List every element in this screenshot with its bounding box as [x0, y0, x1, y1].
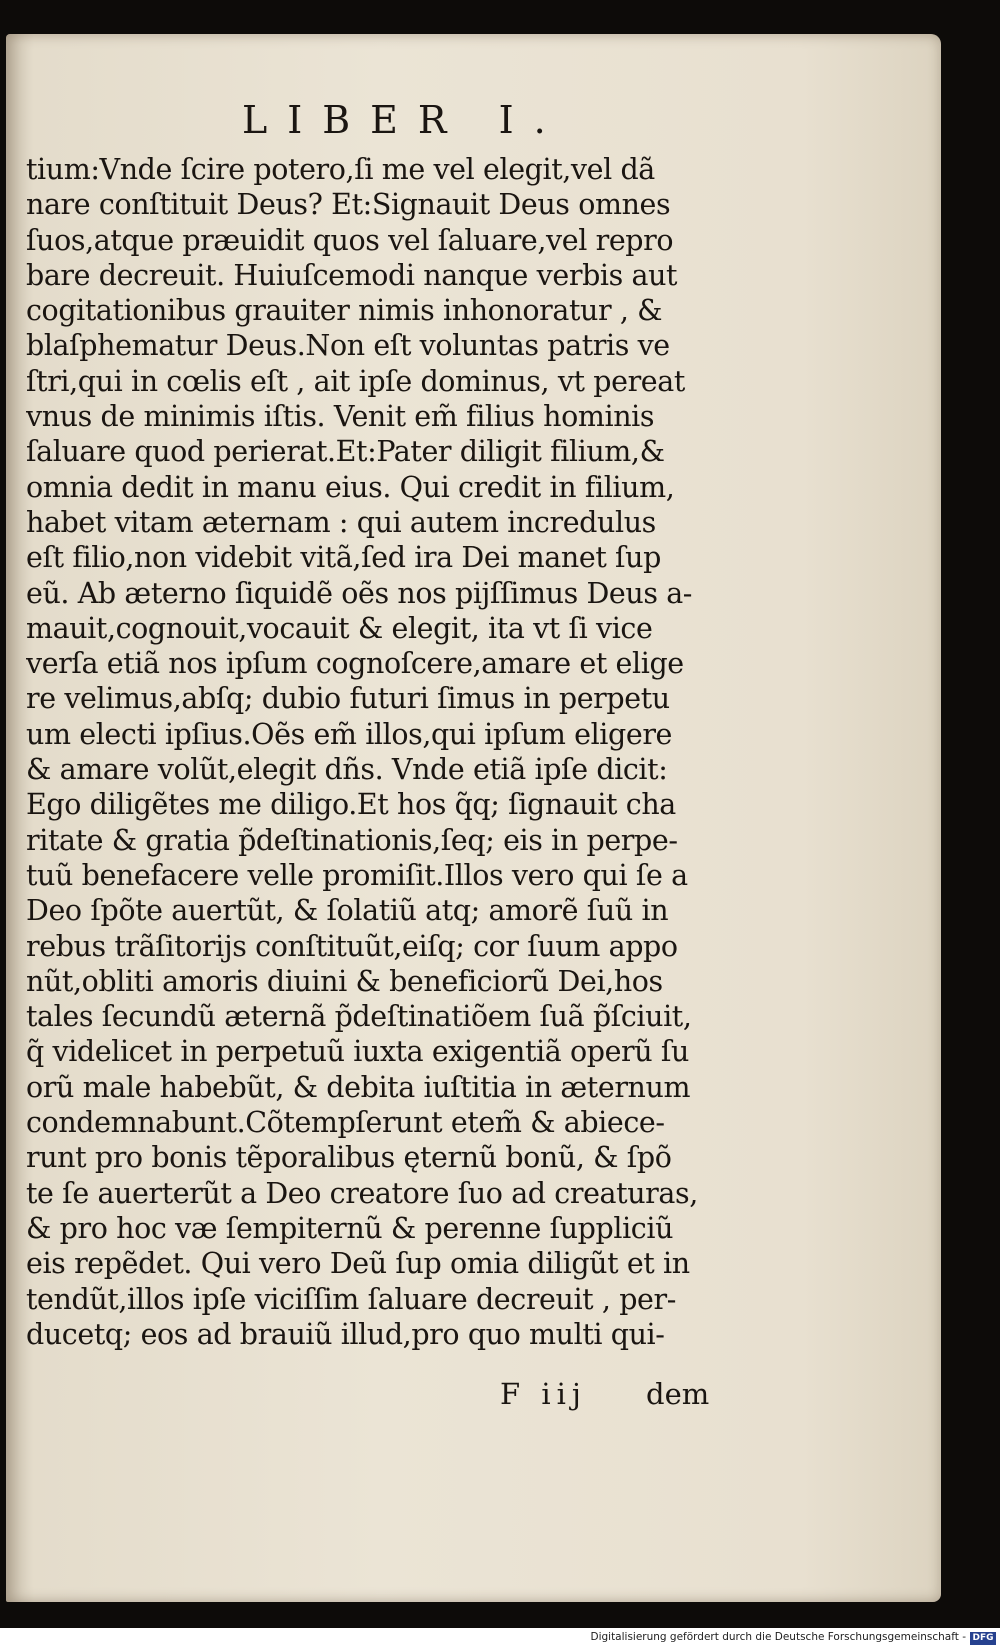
text-line: ducetq; eos ad brauiũ illud,pro quo multi qui- [26, 1317, 665, 1351]
text-line: & amare volũt,elegit dñs. Vnde etiã ipſe dicit: [26, 753, 668, 787]
text-line: verſa etiã nos ipſum cognoſcere,amare et elige [26, 647, 684, 681]
funding-credit: Digitalisierung gefördert durch die Deutsche Forschungsgemeinschaft - [590, 1631, 966, 1643]
text-line: runt pro bonis tẽporalibus ęternũ bonũ, & ſpõ [26, 1141, 672, 1175]
text-line: tium:Vnde ſcire potero,ſi me vel elegit,vel dã [26, 153, 655, 186]
text-line: condemnabunt.Cõtempſerunt etem̃ & abiece- [26, 1106, 665, 1140]
text-line: habet vitam æternam : qui autem incredulus [26, 505, 656, 539]
text-line: ſuos,atque præuidit quos vel ſaluare,vel repro [26, 223, 674, 257]
digitization-footer [0, 1628, 1000, 1649]
text-line: eſt filio,non videbit vitã,ſed ira Dei manet ſup [26, 541, 661, 575]
running-head: LIBER I. [242, 98, 566, 142]
signature-mark: F iij [500, 1377, 587, 1411]
text-line: omnia dedit in manu eius. Qui credit in filium, [26, 470, 675, 504]
text-line: rebus trãſitorijs conſtituũt,eiſq; cor ſuum appo [26, 929, 678, 963]
dfg-logo[interactable]: DFG [970, 1632, 996, 1645]
text-line: te ſe auerterũt a Deo creatore ſuo ad creaturas, [26, 1176, 698, 1210]
text-line: tendũt,illos ipſe viciſſim ſaluare decreuit , per- [26, 1282, 676, 1316]
text-line: & pro hoc væ ſempiternũ & perenne ſuppliciũ [26, 1211, 674, 1245]
text-line: cogitationibus grauiter nimis inhonoratur , & [26, 294, 663, 328]
text-line: q̃ videlicet in perpetuũ iuxta exigentiã operũ ſu [26, 1035, 689, 1069]
text-line: ritate & gratia p̃deſtinationis,ſeq; eis in perpe- [26, 823, 678, 857]
text-line: Deo ſpõte auertũt, & ſolatiũ atq; amorẽ ſuũ in [26, 894, 669, 928]
book-page [6, 34, 941, 1602]
text-line: bare decreuit. Huiuſcemodi nanque verbis aut [26, 258, 678, 292]
text-line: nũt,obliti amoris diuini & beneficiorũ Dei,hos [26, 964, 663, 998]
text-line: nare conſtituit Deus? Et:Signauit Deus omnes [26, 188, 671, 222]
text-line: ſaluare quod perierat.Et:Pater diligit filium,& [26, 435, 665, 469]
text-line: eis repẽdet. Qui vero Deũ ſup omia diligũt et in [26, 1247, 690, 1281]
text-line: ſtri,qui in cœlis eſt , ait ipſe dominus, vt pereat [26, 364, 685, 398]
text-line: tales ſecundũ æternã p̃deſtinatiõem ſuã p̃ſciuit, [26, 1000, 692, 1034]
body-text [26, 152, 716, 1352]
text-line: um electi ipſius.Oẽs em̃ illos,qui ipſum eligere [26, 717, 673, 751]
text-line: blaſphematur Deus.Non eſt voluntas patris ve [26, 329, 670, 363]
text-line: mauit,cognouit,vocauit & elegit, ita vt ſi vice [26, 611, 653, 645]
text-line: orũ male habebũt, & debita iuſtitia in æternum [26, 1070, 691, 1104]
text-line: vnus de minimis iſtis. Venit em̃ filius hominis [26, 400, 655, 434]
text-line: tuũ benefacere velle promiſit.Illos vero qui ſe a [26, 858, 688, 892]
text-line: Ego diligẽtes me diligo.Et hos q̃q; ſignauit cha [26, 788, 676, 822]
text-line: eũ. Ab æterno ſiquidẽ oẽs nos pijſſimus Deus a- [26, 576, 693, 610]
text-line: re velimus,abſq; dubio futuri ſimus in perpetu [26, 682, 670, 716]
catchword: dem [646, 1377, 710, 1411]
